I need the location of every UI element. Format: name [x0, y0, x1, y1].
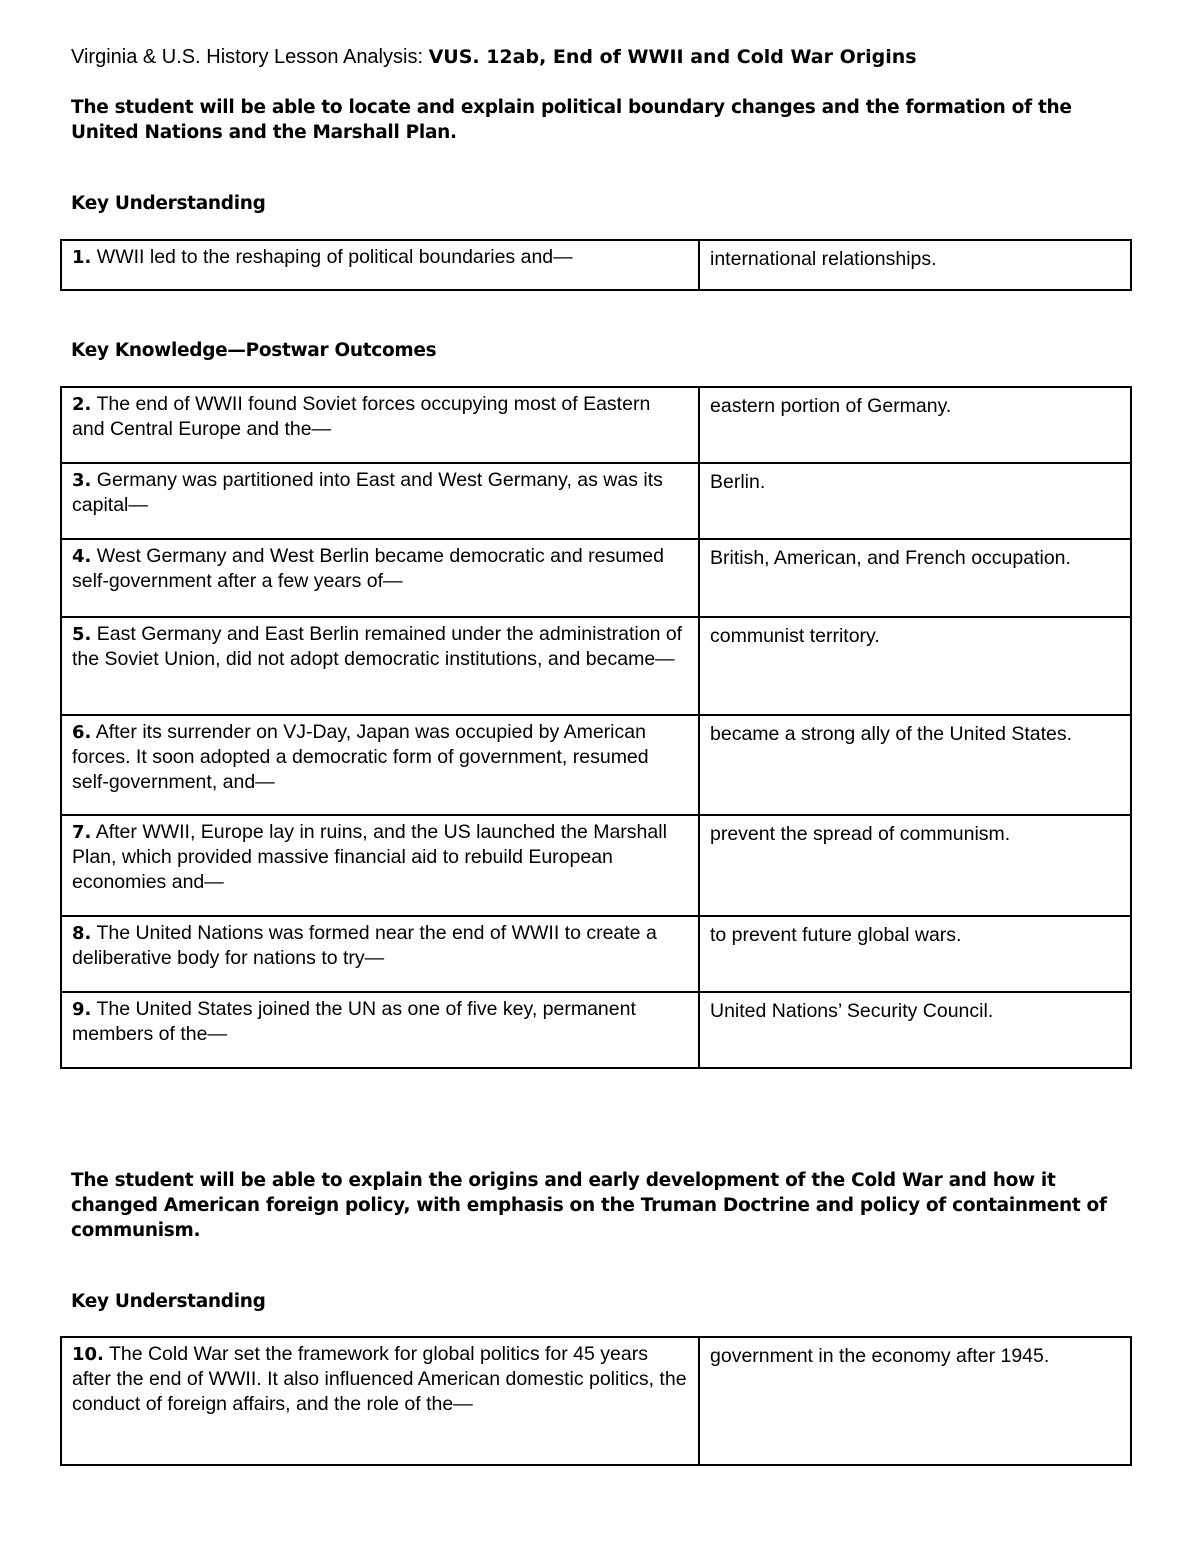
table-row — [61, 240, 1131, 290]
answer-cell: Berlin. — [699, 463, 1131, 539]
key-knowledge-table — [60, 386, 1132, 1069]
item-number: 1. — [72, 247, 92, 268]
question-cell — [61, 240, 699, 290]
table-row — [61, 715, 1131, 815]
item-number: 9. — [72, 999, 92, 1020]
item-number: 2. — [72, 394, 92, 415]
question-cell — [61, 539, 699, 617]
item-number: 10. — [72, 1344, 104, 1365]
key-understanding-heading-1: Key Understanding — [71, 193, 266, 214]
answer-cell: eastern portion of Germany. — [699, 387, 1131, 463]
key-understanding-table-2 — [60, 1336, 1132, 1466]
answer-cell: prevent the spread of communism. — [699, 815, 1131, 916]
lesson-title: VUS. 12ab, End of WWII and Cold War Origins — [428, 46, 917, 68]
item-number: 3. — [72, 470, 92, 491]
objective-2: The student will be able to explain the origins and early development of the Cold War and how it changed American foreign policy, with emphasis on the Truman Doctrine and policy of containment of communism. — [71, 1170, 1107, 1241]
question-text: The Cold War set the framework for global politics for 45 years after the end of WWII. It also influenced American domestic politics, the conduct of foreign affairs, and the role of the— — [72, 1343, 687, 1415]
question-cell — [61, 992, 699, 1068]
item-number: 4. — [72, 546, 92, 567]
question-cell — [61, 617, 699, 715]
question-cell — [61, 815, 699, 916]
answer-cell: international relationships. — [699, 240, 1131, 290]
question-cell — [61, 916, 699, 992]
answer-cell: to prevent future global wars. — [699, 916, 1131, 992]
question-text: Germany was partitioned into East and West Germany, as was its capital— — [72, 469, 663, 516]
key-understanding-heading-2: Key Understanding — [71, 1291, 266, 1312]
key-knowledge-heading: Key Knowledge—Postwar Outcomes — [71, 340, 437, 361]
answer-cell: United Nations’ Security Council. — [699, 992, 1131, 1068]
objective-1: The student will be able to locate and explain political boundary changes and the formation of the United Nations and the Marshall Plan. — [71, 97, 1072, 143]
table-row — [61, 992, 1131, 1068]
question-text: WWII led to the reshaping of political boundaries and— — [91, 246, 573, 268]
question-cell — [61, 463, 699, 539]
question-cell — [61, 715, 699, 815]
answer-cell: became a strong ally of the United States. — [699, 715, 1131, 815]
question-text: The United States joined the UN as one of five key, permanent members of the— — [72, 998, 636, 1045]
answer-cell: communist territory. — [699, 617, 1131, 715]
key-understanding-table-1 — [60, 239, 1132, 291]
item-number: 6. — [72, 722, 92, 743]
item-number: 5. — [72, 624, 92, 645]
question-cell — [61, 387, 699, 463]
question-text: After its surrender on VJ-Day, Japan was occupied by American forces. It soon adopted a democratic form of government, resumed self-government, and— — [72, 721, 649, 793]
table-row — [61, 387, 1131, 463]
question-text: East Germany and East Berlin remained under the administration of the Soviet Union, did not adopt democratic institutions, and became— — [72, 623, 683, 670]
answer-cell: government in the economy after 1945. — [699, 1337, 1131, 1465]
question-cell — [61, 1337, 699, 1465]
header-prefix: Virginia & U.S. History Lesson Analysis: — [71, 46, 429, 68]
question-text: After WWII, Europe lay in ruins, and the US launched the Marshall Plan, which provided massive financial aid to rebuild European economies and— — [72, 821, 667, 893]
answer-cell: British, American, and French occupation. — [699, 539, 1131, 617]
document-header — [71, 46, 917, 69]
item-number: 7. — [72, 822, 92, 843]
table-row — [61, 916, 1131, 992]
table-row — [61, 539, 1131, 617]
question-text: West Germany and West Berlin became democratic and resumed self-government after a few years of— — [72, 545, 664, 592]
table-row — [61, 815, 1131, 916]
table-row — [61, 1337, 1131, 1465]
item-number: 8. — [72, 923, 92, 944]
table-row — [61, 617, 1131, 715]
table-row — [61, 463, 1131, 539]
question-text: The end of WWII found Soviet forces occupying most of Eastern and Central Europe and the— — [72, 393, 651, 440]
question-text: The United Nations was formed near the end of WWII to create a deliberative body for nations to try— — [72, 922, 657, 969]
